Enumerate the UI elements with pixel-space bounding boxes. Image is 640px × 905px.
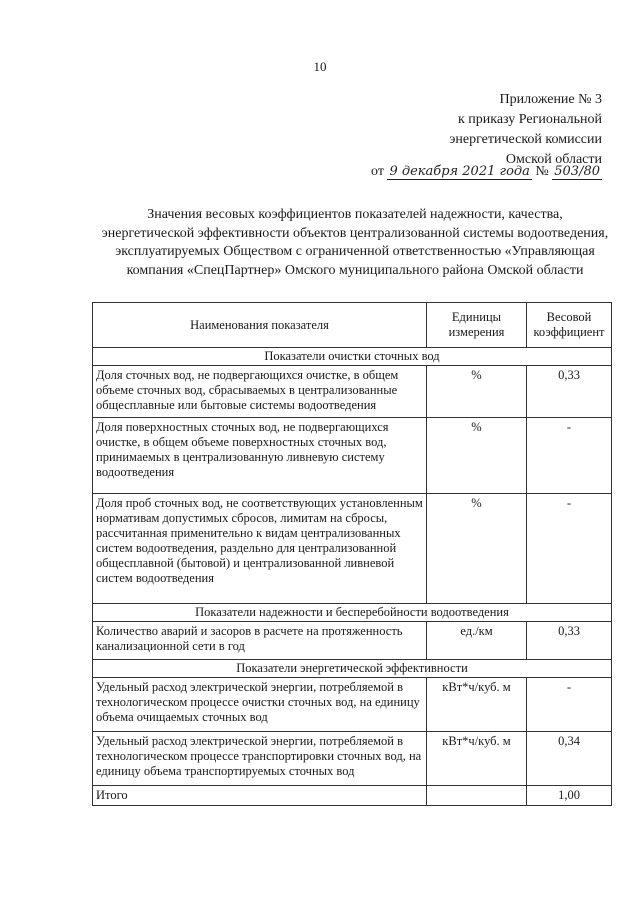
- section-row: [93, 660, 612, 678]
- table-row: [93, 622, 612, 660]
- row-indicator-name: Доля проб сточных вод, не соответствующих установленным нормативам допустимых сбросов, лимитам на сбросы, рассчитанная применительно к видам централизованных систем водоотведения, раздельно для централизованной общесплавной (бытовой) и централизованной ливневой систем водоотведения: [93, 494, 427, 604]
- row-unit: %: [427, 494, 527, 604]
- row-unit: кВт*ч/куб. м: [427, 678, 527, 732]
- table-row: [93, 678, 612, 732]
- handwritten-date: 9 декабря 2021 года: [389, 164, 530, 179]
- table-row: [93, 732, 612, 786]
- indicators-table: [92, 302, 612, 806]
- page-number: 10: [313, 59, 327, 74]
- appendix-line-4: Омской области: [505, 152, 602, 167]
- section-row: [93, 604, 612, 622]
- row-weight: -: [527, 678, 612, 732]
- section-row: [93, 348, 612, 366]
- handwritten-order-number: 503/80: [554, 164, 600, 179]
- row-weight: -: [527, 494, 612, 604]
- table-row: [93, 418, 612, 494]
- row-indicator-name: Удельный расход электрической энергии, потребляемой в технологическом процессе транспортировки сточных вод, на единицу объема транспортируемых сточных вод: [93, 732, 427, 786]
- appendix-line-2: к приказу Региональной: [457, 112, 602, 127]
- row-indicator-name: Удельный расход электрической энергии, потребляемой в технологическом процессе очистки сточных вод, на единицу объема очищаемых сточных вод: [93, 678, 427, 732]
- row-indicator-name: Количество аварий и засоров в расчете на протяженность канализационной сети в год: [93, 622, 427, 660]
- total-row: [93, 786, 612, 806]
- from-label: от: [371, 164, 384, 179]
- appendix-line-3: энергетической комиссии: [449, 132, 602, 147]
- row-indicator-name: Доля сточных вод, не подвергающихся очистке, в общем объеме сточных вод, сбрасываемых в централизованные общесплавные или бытовые системы водоотведения: [93, 366, 427, 418]
- table-row: [93, 494, 612, 604]
- table-row: [93, 366, 612, 418]
- total-weight: 1,00: [527, 786, 612, 806]
- section-title: Показатели надежности и бесперебойности водоотведения: [93, 604, 612, 622]
- total-unit-empty: [427, 786, 527, 806]
- row-unit: %: [427, 418, 527, 494]
- row-indicator-name: Доля поверхностных сточных вод, не подвергающихся очистке, в общем объеме поверхностных сточных вод, принимаемых в централизованную ливневую систему водоотведения: [93, 418, 427, 494]
- row-weight: 0,33: [527, 366, 612, 418]
- header-unit: Единицы измерения: [427, 303, 527, 348]
- document-title: Значения весовых коэффициентов показателей надежности, качества, энергетической эффективности объектов централизованной системы водоотведения, эксплуатируемых Обществом с ограниченной ответственностью «Управляющая компания «СпецПартнер» Омского муниципального района Омской области: [101, 207, 609, 278]
- header-weight: Весовой коэффициент: [527, 303, 612, 348]
- row-weight: -: [527, 418, 612, 494]
- row-weight: 0,33: [527, 622, 612, 660]
- section-title: Показатели очистки сточных вод: [93, 348, 612, 366]
- header-indicator-name: Наименования показателя: [93, 303, 427, 348]
- appendix-line-1: Приложение № 3: [499, 92, 602, 107]
- row-unit: кВт*ч/куб. м: [427, 732, 527, 786]
- order-reference: [371, 164, 602, 180]
- number-label: №: [535, 164, 549, 179]
- section-title: Показатели энергетической эффективности: [93, 660, 612, 678]
- appendix-header: [449, 90, 602, 170]
- table-header-row: [93, 303, 612, 348]
- total-label: Итого: [93, 786, 427, 806]
- row-weight: 0,34: [527, 732, 612, 786]
- row-unit: %: [427, 366, 527, 418]
- row-unit: ед./км: [427, 622, 527, 660]
